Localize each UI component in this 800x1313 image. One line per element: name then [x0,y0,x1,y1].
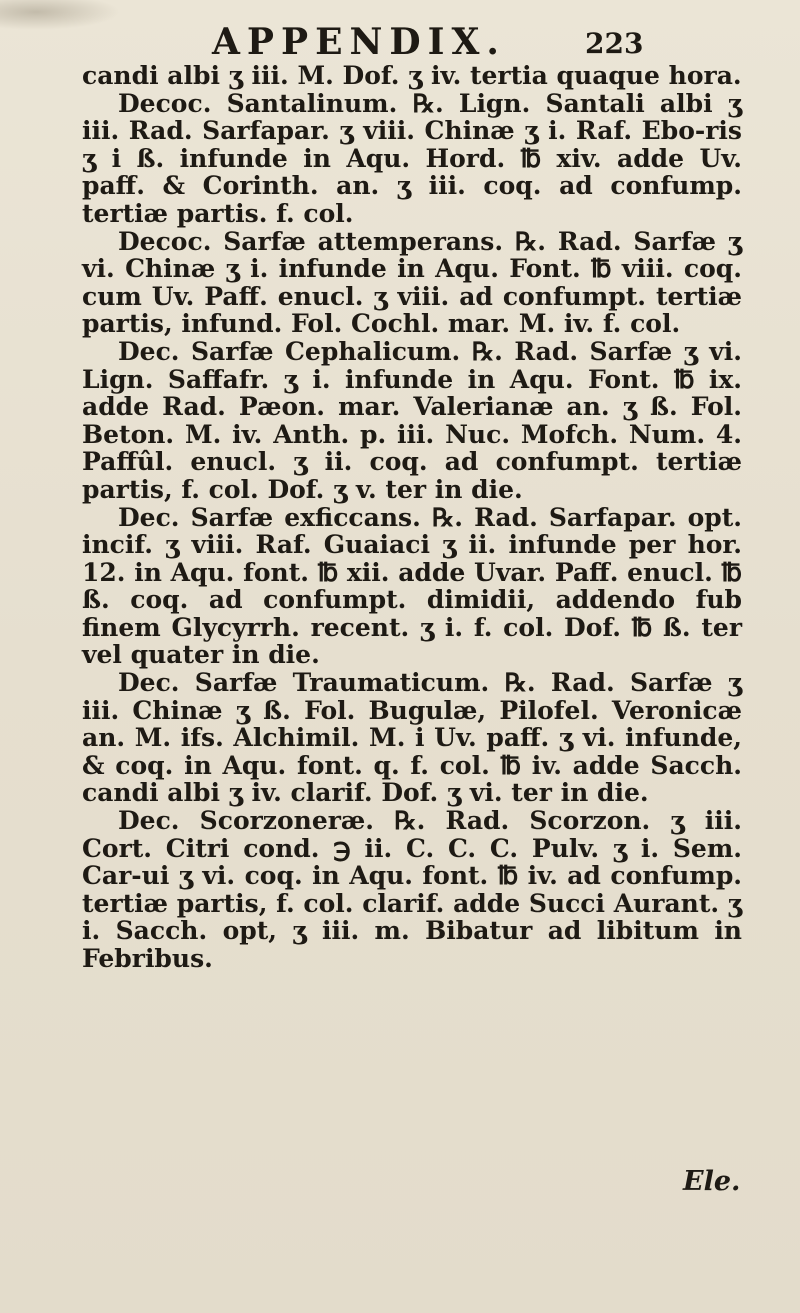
catchword: Ele. [683,1166,741,1197]
page-header [0,20,800,64]
paragraph-dec-sarfae-traumaticum: Dec. Sarfæ Traumaticum. ℞. Rad. Sarfæ ʒ iii. Chinæ ʒ ß. Fol. Bugulæ, Pilofel. Veronicæ an. M. ifs. Alchimil. M. i Uv. paff. ʒ vi. infunde, & coq. in Aqu. font. q. f. col. ℔ iv. adde Sacch. candi albi ʒ iv. clarif. Dof. ʒ vi. ter in die. [82,668,742,808]
paragraph-decoc-santalinum: Decoc. Santalinum. ℞. Lign. Santali albi ʒ iii. Rad. Sarfapar. ʒ viii. Chinæ ʒ i. Raf. Ebo-ris ʒ i ß. infunde in Aqu. Hord. ℔ xiv. adde Uv. paff. & Corinth. an. ʒ iii. coq. ad confump. tertiæ partis. f. col. [82,88,742,228]
body-text [82,62,742,973]
running-title: APPENDIX. [212,21,506,63]
page-number: 223 [585,27,644,60]
paragraph-dec-sarfae-exficcans: Dec. Sarfæ exficcans. ℞. Rad. Sarfapar. opt. incif. ʒ viii. Raf. Guaiaci ʒ ii. infunde per hor. 12. in Aqu. font. ℔ xii. adde Uvar. Paff. enucl. ℔ ß. coq. ad confumpt. dimidii, addendo fub finem Glycyrrh. recent. ʒ i. f. col. Dof. ℔ ß. ter vel quater in die. [82,502,742,670]
paragraph-dec-sarfae-cephalicum: Dec. Sarfæ Cephalicum. ℞. Rad. Sarfæ ʒ vi. Lign. Saffafr. ʒ i. infunde in Aqu. Font. ℔ ix. adde Rad. Pæon. mar. Valerianæ an. ʒ ß. Fol. Beton. M. iv. Anth. p. iii. Nuc. Mofch. Num. 4. Paffûl. enucl. ʒ ii. coq. ad confumpt. tertiæ partis, f. col. Dof. ʒ v. ter in die. [82,336,742,504]
paragraph-decoc-sarfae-attemperans: Decoc. Sarfæ attemperans. ℞. Rad. Sarfæ ʒ vi. Chinæ ʒ i. infunde in Aqu. Font. ℔ viii. coq. cum Uv. Paff. enucl. ʒ viii. ad confumpt. tertiæ partis, infund. Fol. Cochl. mar. M. iv. f. col. [82,226,742,339]
paragraph-continuation: candi albi ʒ iii. M. Dof. ʒ iv. tertia quaque hora. [82,61,742,90]
paragraph-dec-scorzonerae: Dec. Scorzoneræ. ℞. Rad. Scorzon. ʒ iii. Cort. Citri cond. ℈ ii. C. C. C. Pulv. ʒ i. Sem. Car-ui ʒ vi. coq. in Aqu. font. ℔ iv. ad confump. tertiæ partis, f. col. clarif. adde Succi Aurant. ʒ i. Sacch. opt, ʒ iii. m. Bibatur ad libitum in Febribus. [82,806,742,973]
